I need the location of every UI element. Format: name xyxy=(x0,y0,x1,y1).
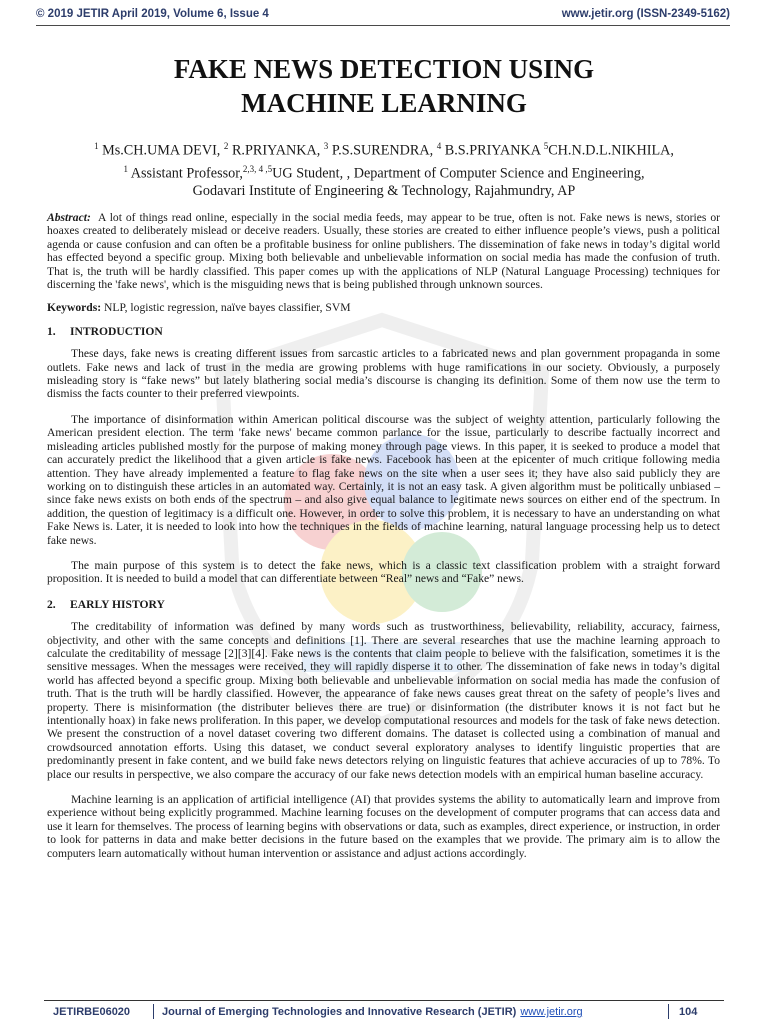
title-line-1: FAKE NEWS DETECTION USING xyxy=(173,54,595,84)
author-block xyxy=(0,137,768,200)
footer-separator xyxy=(668,1004,669,1019)
page-number: 104 xyxy=(679,1006,698,1018)
footer-separator xyxy=(153,1004,154,1019)
affiliation: Godavari Institute of Engineering & Technology, Rajahmundry, AP xyxy=(192,183,576,200)
section-heading-introduction: 1. INTRODUCTION xyxy=(47,324,163,338)
keywords-label: Keywords: xyxy=(47,301,102,315)
author-2: R.PRIYANKA, xyxy=(231,142,321,159)
abstract-label: Abstract: xyxy=(47,211,91,224)
author-roles: $^1$ Assistant Professor,$^{2,3, 4 ,5}$UG Student, , Department of Computer Science and Engineering, xyxy=(123,163,645,182)
paper-code: JETIRBE06020 xyxy=(53,1006,131,1018)
intro-paragraph-3: The main purpose of this system is to detect the fake news, which is a classic text classification problem with a straight forward proposition. It is needed to build a model that can differentiate between “Real” news and “Fake” news. xyxy=(47,558,720,586)
role-assistant-professor: Assistant Professor, xyxy=(130,165,243,182)
running-header xyxy=(0,0,768,22)
intro-paragraph-2: The importance of disinformation within American political discourse was the subject of weighty attention, particularly following the American president election. The term 'fake news' became common parlance for the issue, particularly to describe factually incorrect and misleading articles published mostly for the purpose of making money through page views. In this paper, it is seeked to produce a model that can accurately predict the likelihood that a given article is fake news. Facebook has been at the epicenter of much critique following media attention. They have already implemented a feature to flag fake news on the site when a user sees it; they have also said publicly they are working on to distinguish these articles in an automated way. Certainly, it is not an easy task. A given algorithm must be politically unbiased – since fake news exists on both ends of the spectrum – and also give equal balance to legitimate news sources on either end of the spectrum. In addition, the question of legitimacy is a difficult one. However, in order to solve this problem, it is necessary to have an understanding on what Fake News is. Later, it is needed to look into how the techniques in the fields of machine learning, natural language processing help us to detect fake news. xyxy=(47,412,720,547)
intro-paragraph-1: These days, fake news is creating different issues from sarcastic articles to a fabricated news and plan government propaganda in some outlets. Fake news and lack of trust in the media are growing problems with huge ramifications in our society. Obviously, a purposely misleading story is “fake news” but lately blathering social media’s discourse is changing its definition. Some of them now use the term to dismiss the facts counter to their preferred viewpoints. xyxy=(47,347,720,401)
author-5: CH.N.D.L.NIKHILA, xyxy=(548,142,674,159)
history-paragraph-2: Machine learning is an application of artificial intelligence (AI) that provides systems the ability to automatically learn and improve from experience without being explicitly programmed. Machine learning focuses on the development of computer programs that can access data and use it learn for themselves. The process of learning begins with observations or data, such as examples, direct experience, or instruction, in order to look for patterns in data and make better decisions in the future based on the examples that we provide. The primary aim is to allow the computers learn automatically without human intervention or assistance and adjust actions accordingly. xyxy=(47,793,720,860)
role-ug-student: UG Student, , Department of Computer Science and Engineering, xyxy=(272,165,645,182)
journal-name: Journal of Emerging Technologies and Innovative Research (JETIR) www.jetir.org xyxy=(162,1006,583,1018)
section-heading-early-history: 2. EARLY HISTORY xyxy=(47,597,165,611)
journal-website-link[interactable]: www.jetir.org xyxy=(520,1006,583,1018)
abstract-text: A lot of things read online, especially in the social media feeds, may appear to be true, often is not. Fake news is news, stories or hoaxes created to deliberately mislead or deceive readers. Usually, these stories are created to either influence people’s views, push a political agenda or cause confusion and can often be a profitable business for online publishers. The dissemination of fake news in today’s digital world has effected beyond a specific group. Mixing both believable and unbelievable information on social media has made the confusion of truth. That is, the truth will be hardly classified. This paper comes up with the applications of NLP (Natural Language Processing) techniques for discerning the 'fake news', which is the misguiding news that is being published through unknown sources. xyxy=(47,211,720,292)
keywords-text: NLP, logistic regression, naïve bayes classifier, SVM xyxy=(104,301,351,315)
paper-title xyxy=(0,52,768,120)
author-3: P.S.SURENDRA, xyxy=(331,142,434,159)
author-list: $^1$ Ms.CH.UMA DEVI, $^2$ R.PRIYANKA, $^3$ P.S.SURENDRA, $^4$ B.S.PRIYANKA $^5$CH.N.D.L.NIKHILA, xyxy=(94,141,674,159)
abstract xyxy=(47,211,720,291)
footer-divider xyxy=(44,1000,724,1001)
running-footer xyxy=(0,1004,768,1020)
author-1: Ms.CH.UMA DEVI, xyxy=(102,142,221,159)
header-website: www.jetir.org (ISSN-2349-5162) xyxy=(561,8,730,20)
keywords xyxy=(47,301,720,314)
header-citation: © 2019 JETIR April 2019, Volume 6, Issue 4 xyxy=(36,8,269,20)
history-paragraph-1: The creditability of information was defined by many words such as trustworthiness, believability, reliability, accuracy, fairness, objectivity, and other with the same concepts and definitions [1]. There are several researches that use the machine learning approach to calculate the creditability of message [2][3][4]. Fake news is the contents that claim people to believe with the falsification, sometimes it is the sensitive messages. When the messages were received, they will rapidly disperse it to other. The dissemination of fake news in today’s digital world has affected beyond a specific group. Mixing both believable and unbelievable information on social media has made the confusion of truth. That is the truth will be hardly classified. However, the appearance of fake news causes great threat on the safety of people’s lives and property. There is misinformation (the distributer believes there are true) or disinformation (the distributer knows it is not fact but he intentionally hoax) in fake news proliferation. In this paper, we develop computational resources and models for the task of fake news detection. We present the construction of a novel dataset covering two different domains. The dataset is collected using a combination of manual and crowdsourced annotation efforts. Using this dataset, we conduct several exploratory analyses to identify linguistic properties that are predominantly present in fake content, and we build fake news detectors relying on linguistic features that achieve accuracies of up to 78%. To place our results in perspective, we also compare the accuracy of our fake news detection models with an empirical human baseline accuracy. xyxy=(47,620,720,781)
author-4: B.S.PRIYANKA xyxy=(444,142,541,159)
paper-body xyxy=(47,211,720,860)
title-line-2: MACHINE LEARNING xyxy=(241,88,527,118)
header-divider xyxy=(36,25,730,26)
